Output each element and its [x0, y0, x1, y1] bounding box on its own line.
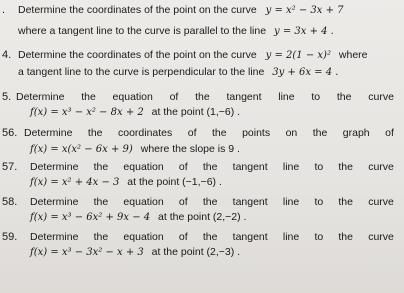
problem-word: equation	[112, 91, 153, 103]
equation: f(x) = x(x² − 6x + 9)	[30, 144, 133, 155]
problem-line-1	[30, 196, 394, 209]
problem-word: the	[338, 161, 353, 173]
problem-line-2	[30, 106, 240, 119]
equation: f(x) = x³ − 6x² + 9x − 4	[30, 212, 151, 223]
problem-word: of	[187, 127, 197, 139]
problem-line-1	[24, 127, 394, 140]
problem-line-2	[18, 25, 334, 38]
problem-word: coordinates	[117, 127, 173, 139]
problem-number: 57.	[2, 161, 18, 173]
problem-word: the	[202, 161, 218, 173]
problem-word: tangent	[232, 231, 268, 243]
problem-text: where the slope is 9 .	[140, 143, 240, 155]
problem-text: at the point (1,−6) .	[151, 106, 241, 118]
equation: 3y + 6x = 4 .	[272, 67, 339, 78]
problem-word: curve	[368, 161, 394, 173]
problem-word: of	[178, 196, 188, 208]
problem-word: the	[336, 91, 352, 103]
problem-word: the	[202, 231, 218, 243]
problem-text: a tangent line to the curve is perpendicular to the line	[18, 66, 265, 78]
problem-text: Determine the coordinates of the point on the curve	[18, 4, 257, 16]
problem-word: of	[169, 91, 179, 103]
problem-word: points	[242, 127, 271, 139]
equation: y = x² − 3x + 7	[265, 5, 344, 16]
problem-word: curve	[368, 91, 394, 103]
problem-word: the	[211, 127, 227, 139]
problem-word: Determine	[30, 196, 79, 208]
problem-word: equation	[123, 196, 164, 208]
equation: y = 3x + 4 .	[274, 26, 334, 37]
problem-word: to	[311, 91, 321, 103]
problem-number: 4.	[2, 49, 12, 61]
problem-word: curve	[368, 231, 394, 243]
problem-number: 5.	[2, 91, 12, 103]
problem-word: the	[312, 127, 328, 139]
problem-word: the	[202, 196, 218, 208]
problem-number: .	[2, 4, 6, 16]
problem-word: line	[282, 161, 300, 173]
problem-line-1	[30, 231, 394, 244]
problem-number: 58.	[2, 196, 18, 208]
problem-word: to	[314, 231, 324, 243]
problem-number: 59.	[2, 231, 18, 243]
problem-line-2	[18, 66, 338, 79]
problem-line-2	[30, 143, 240, 156]
problem-word: the	[87, 127, 103, 139]
problem-word: line	[282, 231, 300, 243]
problem-word: curve	[368, 196, 394, 208]
problem-word: Determine	[24, 127, 73, 139]
problem-word: the	[93, 196, 109, 208]
problem-line-1	[16, 91, 394, 104]
problem-text: Determine the coordinates of the point on the curve	[18, 49, 257, 61]
problem-text: where a tangent line to the curve is parallel to the line	[18, 25, 267, 37]
problem-word: equation	[123, 161, 164, 173]
problem-text: at the point (−1,−6) .	[127, 176, 222, 188]
problem-text: at the point (2,−2) .	[158, 211, 247, 223]
problem-word: tangent	[232, 161, 268, 173]
problem-text: where	[338, 49, 368, 61]
problem-word: on	[285, 127, 298, 139]
problem-line-1	[18, 4, 344, 17]
problem-line-2	[30, 211, 246, 224]
equation: f(x) = x³ − 3x² − x + 3	[30, 247, 144, 258]
problem-word: of	[385, 127, 394, 139]
problem-word: the	[195, 91, 210, 103]
problem-word: of	[178, 231, 188, 243]
problem-word: tangent	[226, 91, 262, 103]
problem-word: line	[282, 196, 300, 208]
problem-word: Determine	[30, 161, 79, 173]
problem-word: Determine	[30, 231, 79, 243]
problem-word: to	[314, 196, 324, 208]
problem-line-2	[30, 176, 222, 189]
problem-word: the	[338, 196, 353, 208]
problem-line-2	[30, 246, 240, 259]
equation: y = 2(1 − x)²	[265, 50, 331, 61]
problem-number: 56.	[2, 127, 18, 139]
problem-word: the	[81, 91, 96, 103]
problem-word: Determine	[16, 91, 65, 103]
equation: f(x) = x² + 4x − 3	[30, 177, 120, 188]
equation: f(x) = x³ − x² − 8x + 2	[30, 107, 144, 118]
problem-text: at the point (2,−3) .	[151, 246, 241, 258]
problem-word: the	[338, 231, 353, 243]
problem-word: the	[93, 231, 109, 243]
problem-word: the	[93, 161, 109, 173]
problem-word: of	[178, 161, 188, 173]
problem-word: to	[314, 161, 324, 173]
problem-line-1	[18, 49, 368, 62]
problem-word: equation	[123, 231, 164, 243]
problem-word: tangent	[232, 196, 268, 208]
problem-word: line	[278, 91, 295, 103]
problem-line-1	[30, 161, 394, 174]
problem-word: graph	[342, 127, 370, 139]
